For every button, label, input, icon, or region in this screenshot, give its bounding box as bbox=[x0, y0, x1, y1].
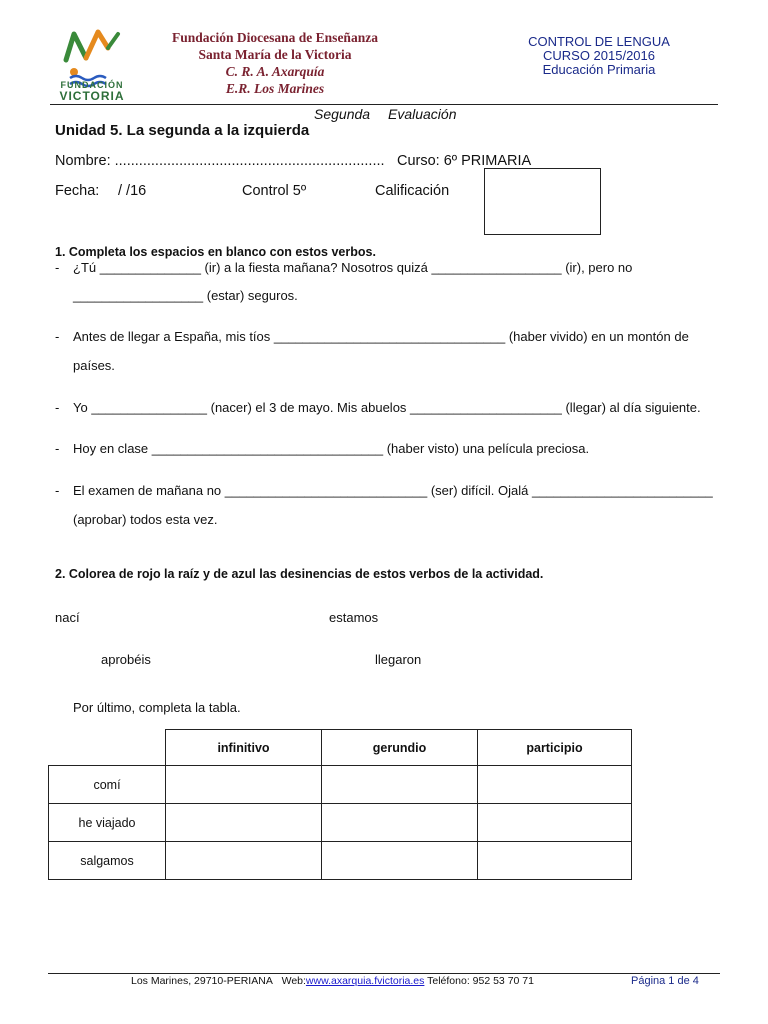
bullet-dash: - bbox=[55, 441, 60, 456]
verb-llegaron[interactable]: llegaron bbox=[375, 652, 422, 667]
exercise-1-line[interactable]: ¿Tú ______________ (ir) a la fiesta mañana? Nosotros quizá __________________ (ir), pero no bbox=[73, 260, 633, 275]
exercise-2-title: 2. Colorea de rojo la raíz y de azul las desinencias de estos verbos de la actividad. bbox=[55, 567, 544, 581]
control-title: CONTROL DE LENGUA bbox=[528, 34, 670, 49]
table-intro: Por último, completa la tabla. bbox=[73, 700, 241, 715]
table-cell-input[interactable] bbox=[165, 841, 322, 880]
unit-title: Unidad 5. La segunda a la izquierda bbox=[55, 122, 310, 139]
bullet-dash: - bbox=[55, 329, 60, 344]
table-cell-input[interactable] bbox=[321, 803, 478, 842]
verb-table bbox=[48, 729, 632, 880]
institution-school: E.R. Los Marines bbox=[225, 81, 325, 96]
course-label: Curso: 6º PRIMARIA bbox=[397, 153, 532, 169]
exercise-1-line[interactable]: Hoy en clase ________________________________ (haber visto) una película preciosa. bbox=[73, 441, 590, 456]
name-field[interactable]: Nombre: ................................................................... bbox=[55, 153, 385, 169]
exercise-1-line: países. bbox=[73, 358, 115, 373]
footer-address: Los Marines, 29710-PERIANA bbox=[131, 975, 273, 987]
evaluation-word-1: Segunda bbox=[314, 106, 371, 122]
table-cell-input[interactable] bbox=[477, 765, 632, 804]
verb-naci[interactable]: nací bbox=[55, 610, 80, 625]
date-field[interactable]: / /16 bbox=[118, 183, 147, 199]
exercise-1-line[interactable]: Yo ________________ (nacer) el 3 de mayo. Mis abuelos _____________________ (llegar) al día siguiente. bbox=[73, 400, 701, 415]
table-header-infinitivo: infinitivo bbox=[165, 729, 322, 766]
control-number: Control 5º bbox=[242, 183, 307, 199]
table-row-label: comí bbox=[48, 765, 166, 804]
table-row-label: he viajado bbox=[48, 803, 166, 842]
table-cell-input[interactable] bbox=[321, 841, 478, 880]
table-row-label: salgamos bbox=[48, 841, 166, 880]
header-divider bbox=[50, 104, 718, 105]
exercise-1-line: (aprobar) todos esta vez. bbox=[73, 512, 218, 527]
evaluation-word-2: Evaluación bbox=[388, 106, 457, 122]
grade-label: Calificación bbox=[375, 183, 450, 199]
table-header-participio: participio bbox=[477, 729, 632, 766]
institution-subname: Santa María de la Victoria bbox=[198, 47, 352, 62]
footer-phone: Teléfono: 952 53 70 71 bbox=[427, 975, 534, 987]
table-cell-input[interactable] bbox=[477, 803, 632, 842]
exercise-1-line[interactable]: El examen de mañana no ____________________________ (ser) difícil. Ojalá _________________________ bbox=[73, 483, 713, 498]
table-cell-input[interactable] bbox=[165, 803, 322, 842]
table-cell-input[interactable] bbox=[477, 841, 632, 880]
bullet-dash: - bbox=[55, 400, 60, 415]
institution-name: Fundación Diocesana de Enseñanza bbox=[172, 30, 378, 45]
logo-text-victoria: VICTORIA bbox=[59, 89, 125, 103]
table-header-gerundio: gerundio bbox=[321, 729, 478, 766]
control-level: Educación Primaria bbox=[542, 62, 656, 77]
institution-cra: C. R. A. Axarquía bbox=[225, 64, 325, 79]
footer-web-link[interactable]: www.axarquia.fvictoria.es bbox=[305, 975, 425, 987]
page-number: Página 1 de 4 bbox=[631, 975, 699, 987]
table-cell-input[interactable] bbox=[321, 765, 478, 804]
table-cell-input[interactable] bbox=[165, 765, 322, 804]
bullet-dash: - bbox=[55, 260, 60, 275]
footer-web-label: Web: bbox=[281, 975, 306, 987]
logo-text-fundacion: FUNDACIÓN bbox=[60, 80, 124, 90]
verb-aprobeis[interactable]: aprobéis bbox=[101, 652, 151, 667]
control-course: CURSO 2015/2016 bbox=[542, 48, 655, 63]
footer-contact bbox=[131, 975, 534, 987]
exercise-1-title: 1. Completa los espacios en blanco con estos verbos. bbox=[55, 245, 376, 259]
date-label: Fecha: bbox=[55, 183, 100, 199]
bullet-dash: - bbox=[55, 483, 60, 498]
grade-box[interactable] bbox=[484, 168, 601, 235]
footer-divider bbox=[48, 973, 720, 974]
verb-estamos[interactable]: estamos bbox=[329, 610, 379, 625]
exercise-1-line[interactable]: __________________ (estar) seguros. bbox=[73, 288, 298, 303]
exercise-1-line[interactable]: Antes de llegar a España, mis tíos ________________________________ (haber vivido) en un montón de bbox=[73, 329, 689, 344]
